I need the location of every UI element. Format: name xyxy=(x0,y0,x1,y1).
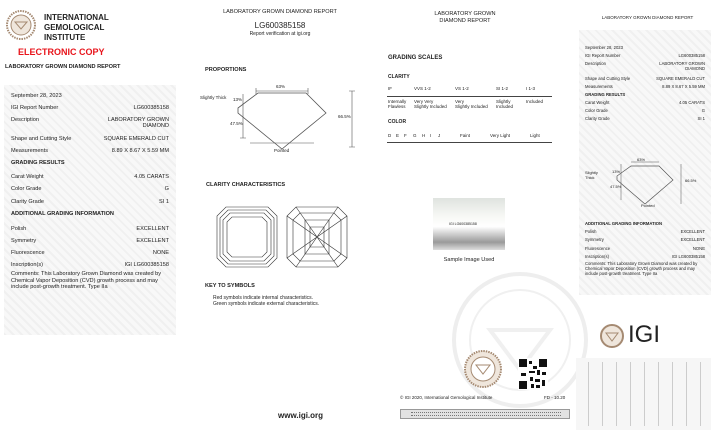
pavilion-percent: 47.5% xyxy=(610,184,622,189)
key-to-symbols-heading: KEY TO SYMBOLS xyxy=(205,283,255,289)
clarity-description: Very Very xyxy=(414,99,434,104)
crown-percent: 13% xyxy=(612,169,621,174)
disclaimer-box xyxy=(400,409,570,419)
label: Measurements xyxy=(11,148,48,154)
sample-image-caption: Sample Image Used xyxy=(443,257,495,263)
copyright: © IGI 2020, International Gemological Institute xyxy=(400,395,493,400)
sample-inscription-image: IGI LG600385158 xyxy=(433,198,505,250)
label: Inscription(s) xyxy=(11,262,44,268)
color-grade: Light xyxy=(530,133,540,138)
clarity-description: Slightly Included xyxy=(455,104,488,109)
label: Symmetry xyxy=(11,238,37,244)
label: Color Grade xyxy=(585,108,608,113)
clarity-characteristics-heading: CLARITY CHARACTERISTICS xyxy=(206,182,286,188)
report-number: LG600385158 xyxy=(678,53,705,58)
org-name: INTERNATIONAL GEMOLOGICAL INSTITUTE xyxy=(44,13,109,42)
label: Inscription(s) xyxy=(585,254,609,259)
grading-results-heading: GRADING RESULTS xyxy=(11,160,65,166)
clarity-description: Flawless xyxy=(388,104,406,109)
symmetry-value: EXCELLENT xyxy=(680,237,705,242)
label: Color Grade xyxy=(11,186,42,192)
clarity-grade: VS 1-2 xyxy=(455,86,469,91)
report-number: LG600385158 xyxy=(254,21,306,30)
divider xyxy=(387,142,552,143)
clarity-grade: SI 1-2 xyxy=(496,86,509,91)
pavilion-percent: 47.5% xyxy=(230,121,243,126)
fluorescence-value: NONE xyxy=(692,246,705,251)
girdle-thickness: Slightly Thick xyxy=(585,170,598,180)
color-scale-heading: COLOR xyxy=(388,119,407,125)
symmetry-value: EXCELLENT xyxy=(136,238,169,244)
label: IGI Report Number xyxy=(585,53,621,58)
proportions-diagram xyxy=(230,85,360,155)
igi-seal-logo xyxy=(600,324,624,348)
label: Shape and Cutting Style xyxy=(585,76,631,81)
description-value: LABORATORY GROWN DIAMOND xyxy=(659,61,705,71)
color-grade: I xyxy=(430,133,432,138)
proportions-heading: PROPORTIONS xyxy=(205,67,247,73)
color-grade: E xyxy=(396,133,400,138)
table-percent: 63% xyxy=(276,84,286,89)
report-title: LABORATORY GROWN DIAMOND REPORT xyxy=(434,11,496,24)
label: Measurements xyxy=(585,84,613,89)
color-grade: H xyxy=(422,133,426,138)
color-grade: F xyxy=(404,133,407,138)
key-green-text: Green symbols indicate external characteristics. xyxy=(213,301,320,307)
comments: Comments: This Laboratory Grown Diamond was created by Chemical Vapor Deposition (CVD) growth process and may include post-growth treatment. Type IIa xyxy=(585,261,698,276)
color-grade: D xyxy=(388,133,392,138)
inscription-value: IGI LG600385158 xyxy=(671,254,705,259)
igi-seal xyxy=(464,350,502,388)
culet: Pointed xyxy=(274,148,290,153)
color-grade: Very Light xyxy=(490,133,511,138)
label: Clarity Grade xyxy=(585,116,610,121)
polish-value: EXCELLENT xyxy=(680,229,705,234)
label: IGI Report Number xyxy=(11,105,59,111)
clarity-description: Internally xyxy=(388,99,407,104)
clarity-description: Slightly Included xyxy=(414,104,447,109)
color-grade: G xyxy=(413,133,417,138)
inscription-value: IGI LG600385158 xyxy=(124,262,169,268)
polish-value: EXCELLENT xyxy=(136,226,169,232)
color-value: G xyxy=(701,108,705,113)
label: Clarity Grade xyxy=(11,199,44,205)
label: Polish xyxy=(11,226,27,232)
website-link[interactable]: www.igi.org xyxy=(278,411,324,420)
label: Carat Weight xyxy=(11,174,44,180)
label: Fluorescence xyxy=(11,250,45,256)
culet: Pointed xyxy=(641,203,655,208)
clarity-description: Included xyxy=(526,99,544,104)
report-details-summary xyxy=(579,30,711,295)
depth-percent: 66.5% xyxy=(685,178,697,183)
carat-value: 4.05 CARATS xyxy=(679,100,705,105)
form-code: FD - 10.20 xyxy=(544,395,566,400)
measurements-value: 8.89 X 8.67 X 5.59 MM xyxy=(111,148,169,154)
girdle-thickness: Slightly Thick xyxy=(200,95,227,100)
label: Polish xyxy=(585,229,597,234)
label: Description xyxy=(11,117,39,123)
grading-results-heading: GRADING RESULTS xyxy=(585,92,626,97)
clarity-description: Included xyxy=(496,104,514,109)
report-number: LG600385158 xyxy=(133,105,169,111)
igi-logo-text: IGI xyxy=(628,321,661,348)
report-title: LABORATORY GROWN DIAMOND REPORT xyxy=(601,15,694,20)
rotated-summary-card xyxy=(576,358,711,430)
shape-value: SQUARE EMERALD CUT xyxy=(103,136,169,142)
clarity-plot-crown xyxy=(216,206,278,268)
report-title: LABORATORY GROWN DIAMOND REPORT xyxy=(223,9,337,15)
divider xyxy=(387,96,552,97)
color-value: G xyxy=(164,186,169,192)
crown-percent: 13% xyxy=(233,97,243,102)
clarity-value: SI 1 xyxy=(159,199,169,205)
additional-heading: ADDITIONAL GRADING INFORMATION xyxy=(585,221,663,226)
report-title: LABORATORY GROWN DIAMOND REPORT xyxy=(5,64,121,70)
igi-seal-logo xyxy=(6,10,36,40)
depth-percent: 66.5% xyxy=(338,114,351,119)
clarity-grade: IF xyxy=(388,86,392,91)
clarity-value: SI 1 xyxy=(697,116,705,121)
label: Fluorescence xyxy=(585,246,611,251)
clarity-description: Very xyxy=(455,99,465,104)
color-grade: J xyxy=(438,133,441,138)
label: Symmetry xyxy=(585,237,604,242)
description-value: LABORATORY GROWN DIAMOND xyxy=(107,117,169,129)
clarity-scale-heading: CLARITY xyxy=(388,74,410,80)
shape-value: SQUARE EMERALD CUT xyxy=(656,76,705,81)
measurements-value: 8.89 X 8.67 X 5.59 MM xyxy=(662,84,705,89)
additional-heading: ADDITIONAL GRADING INFORMATION xyxy=(11,211,114,217)
clarity-description: Slightly xyxy=(496,99,511,104)
verification-text: Report verification at igi.org xyxy=(249,31,311,37)
table-percent: 63% xyxy=(637,157,646,162)
electronic-copy-label: ELECTRONIC COPY xyxy=(18,47,105,57)
color-grade: Faint xyxy=(460,133,471,138)
key-red-text: Red symbols indicate internal characteristics. xyxy=(213,295,314,301)
grading-scales-heading: GRADING SCALES xyxy=(388,55,443,61)
clarity-plot-pavilion xyxy=(286,206,348,268)
label: Shape and Cutting Style xyxy=(11,136,72,142)
carat-value: 4.05 CARATS xyxy=(134,174,169,180)
clarity-grade: I 1-3 xyxy=(526,86,536,91)
qr-code[interactable] xyxy=(518,358,548,390)
fluorescence-value: NONE xyxy=(152,250,169,256)
label: Carat Weight xyxy=(585,100,610,105)
report-date: September 28, 2023 xyxy=(585,45,623,50)
label: Description xyxy=(585,61,606,66)
comments: Comments: This Laboratory Grown Diamond was created by Chemical Vapor Deposition (CVD) growth process and may include post-growth treatment. Type IIa xyxy=(11,271,162,291)
clarity-grade: VVS 1-2 xyxy=(414,86,431,91)
report-date: September 28, 2023 xyxy=(11,93,62,99)
report-details xyxy=(4,85,176,335)
